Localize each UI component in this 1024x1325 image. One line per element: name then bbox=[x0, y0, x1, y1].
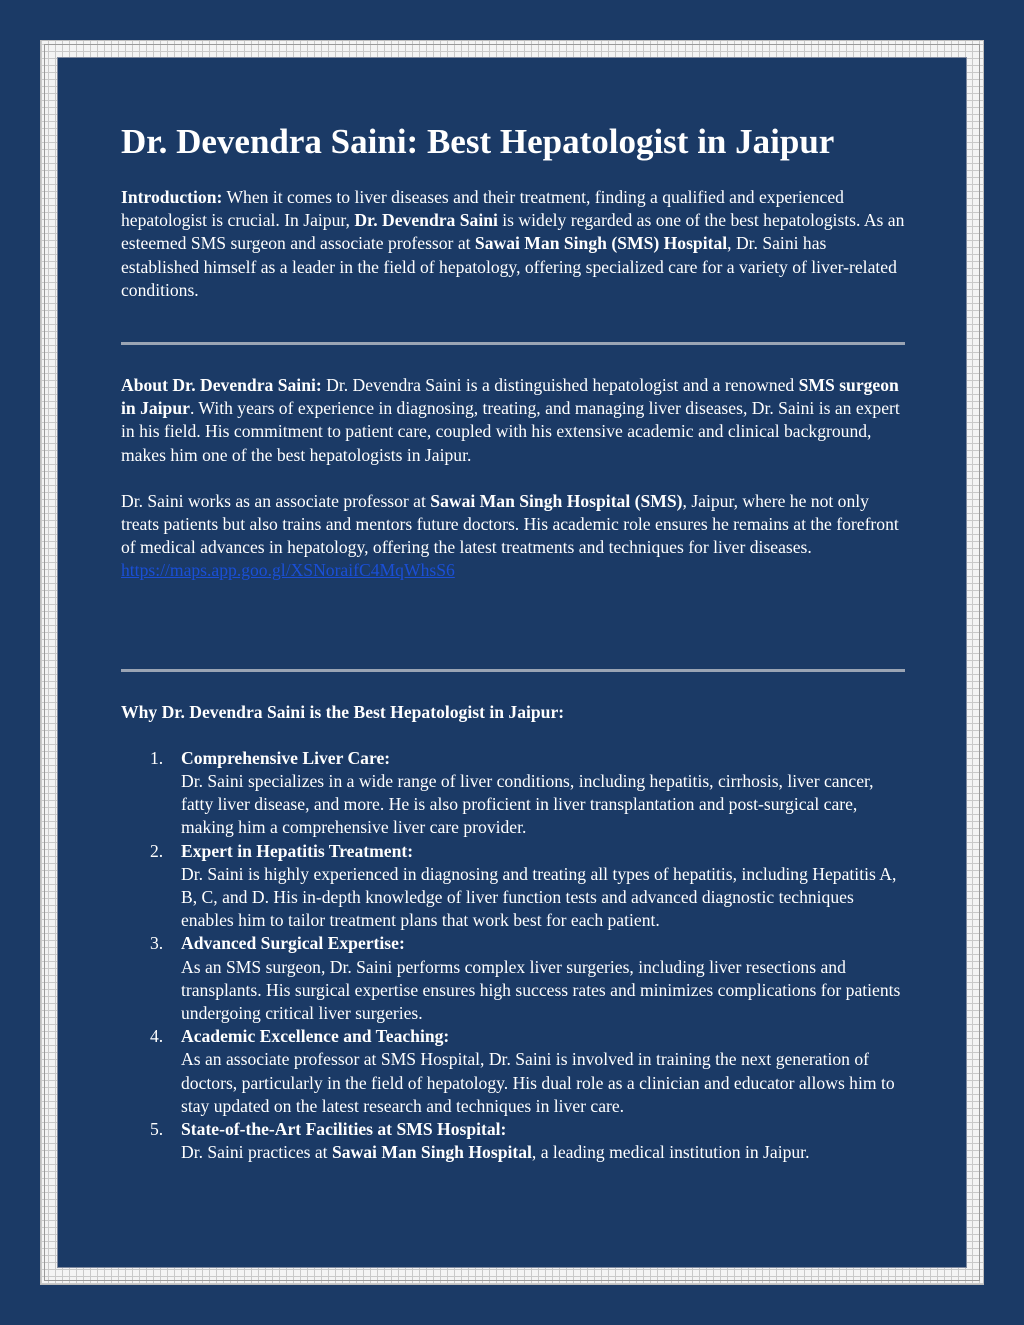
list-item bbox=[121, 747, 905, 840]
maps-link[interactable]: https://maps.app.goo.gl/XSNoraifC4MqWhsS6 bbox=[121, 560, 455, 581]
work-text-2: , Jaipur, where he not only treats patients but also trains and mentors future doctors. His academic role ensures he remains at the forefront of medical advances in hepatology, offering the latest treatments and techniques for liver diseases. bbox=[121, 490, 899, 558]
list-item-title: Academic Excellence and Teaching: bbox=[181, 1026, 450, 1047]
about-label: About Dr. Devendra Saini: bbox=[121, 375, 322, 396]
work-bold: Sawai Man Singh Hospital (SMS) bbox=[430, 490, 683, 511]
list-item bbox=[121, 1118, 905, 1164]
list-item-text: As an SMS surgeon, Dr. Saini performs complex liver surgeries, including liver resections and transplants. His surgical expertise ensures high success rates and minimizes complications for patients undergoing critical liver surgeries. bbox=[181, 956, 901, 1024]
intro-text-1: When it comes to liver diseases and their treatment, finding a qualified and experienced hepatologist is crucial. In Jaipur, bbox=[121, 187, 844, 231]
about-text-1: Dr. Devendra Saini is a distinguished hepatologist and a renowned bbox=[321, 375, 799, 396]
about-bold: SMS surgeon in Jaipur bbox=[121, 375, 899, 419]
list-item-text: Dr. Saini practices at bbox=[181, 1142, 332, 1163]
about-text-2: . With years of experience in diagnosing, treating, and managing liver diseases, Dr. Saini is an expert in his field. His commitment to patient care, coupled with his extensive academic and clinical background, makes him one of the best hepatologists in Jaipur. bbox=[121, 398, 900, 465]
work-text-1: Dr. Saini works as an associate professor at bbox=[121, 490, 431, 511]
list-number: 5. bbox=[150, 1119, 164, 1140]
list-item-text: Dr. Saini specializes in a wide range of liver conditions, including hepatitis, cirrhosis, liver cancer, fatty liver disease, and more. He is also proficient in liver transplantation and post-surgical care, making him a comprehensive liver care provider. bbox=[181, 771, 874, 838]
list-item-title: Expert in Hepatitis Treatment: bbox=[181, 840, 414, 861]
intro-paragraph bbox=[121, 186, 905, 302]
reasons-list bbox=[121, 747, 905, 1165]
list-item-text: Dr. Saini is highly experienced in diagnosing and treating all types of hepatitis, including Hepatitis A, B, C, and D. His in-depth knowledge of liver function tests and advanced diagnostic techniques enables him to tailor treatment plans that work best for each patient. bbox=[181, 863, 897, 931]
why-heading-text: Why Dr. Devendra Saini is the Best Hepatologist in Jaipur: bbox=[121, 701, 565, 722]
list-item-title: Advanced Surgical Expertise: bbox=[181, 933, 405, 954]
why-heading bbox=[121, 701, 905, 724]
about-paragraph bbox=[121, 374, 905, 467]
intro-bold-name: Dr. Devendra Saini bbox=[354, 210, 498, 231]
intro-text-2: is widely regarded as one of the best hepatologists. As an esteemed SMS surgeon and associate professor at bbox=[121, 210, 905, 254]
page-title: Dr. Devendra Saini: Best Hepatologist in Jaipur bbox=[121, 122, 835, 161]
list-item-bold: Sawai Man Singh Hospital bbox=[331, 1142, 532, 1163]
intro-text-3: , Dr. Saini has established himself as a leader in the field of hepatology, offering specialized care for a variety of liver-related conditions. bbox=[121, 233, 897, 300]
list-item-text-end: , a leading medical institution in Jaipur. bbox=[531, 1142, 810, 1163]
list-item bbox=[121, 932, 905, 1025]
list-item-title: Comprehensive Liver Care: bbox=[181, 747, 391, 768]
list-item bbox=[121, 1025, 905, 1118]
list-item-text: As an associate professor at SMS Hospital, Dr. Saini is involved in training the next generation of doctors, particularly in the field of hepatology. His dual role as a clinician and educator allows him to stay updated on the latest research and techniques in liver care. bbox=[181, 1049, 895, 1116]
divider bbox=[121, 669, 905, 672]
list-number: 1. bbox=[150, 747, 164, 768]
list-item bbox=[121, 840, 905, 933]
list-number: 2. bbox=[150, 840, 164, 861]
list-item-title: State-of-the-Art Facilities at SMS Hospital: bbox=[181, 1119, 507, 1140]
list-number: 4. bbox=[150, 1026, 164, 1047]
intro-bold-hospital: Sawai Man Singh (SMS) Hospital bbox=[474, 233, 728, 254]
work-paragraph bbox=[121, 490, 905, 583]
document-body bbox=[121, 120, 905, 1165]
divider bbox=[121, 342, 905, 345]
list-number: 3. bbox=[150, 933, 164, 954]
intro-label: Introduction: bbox=[121, 187, 223, 207]
